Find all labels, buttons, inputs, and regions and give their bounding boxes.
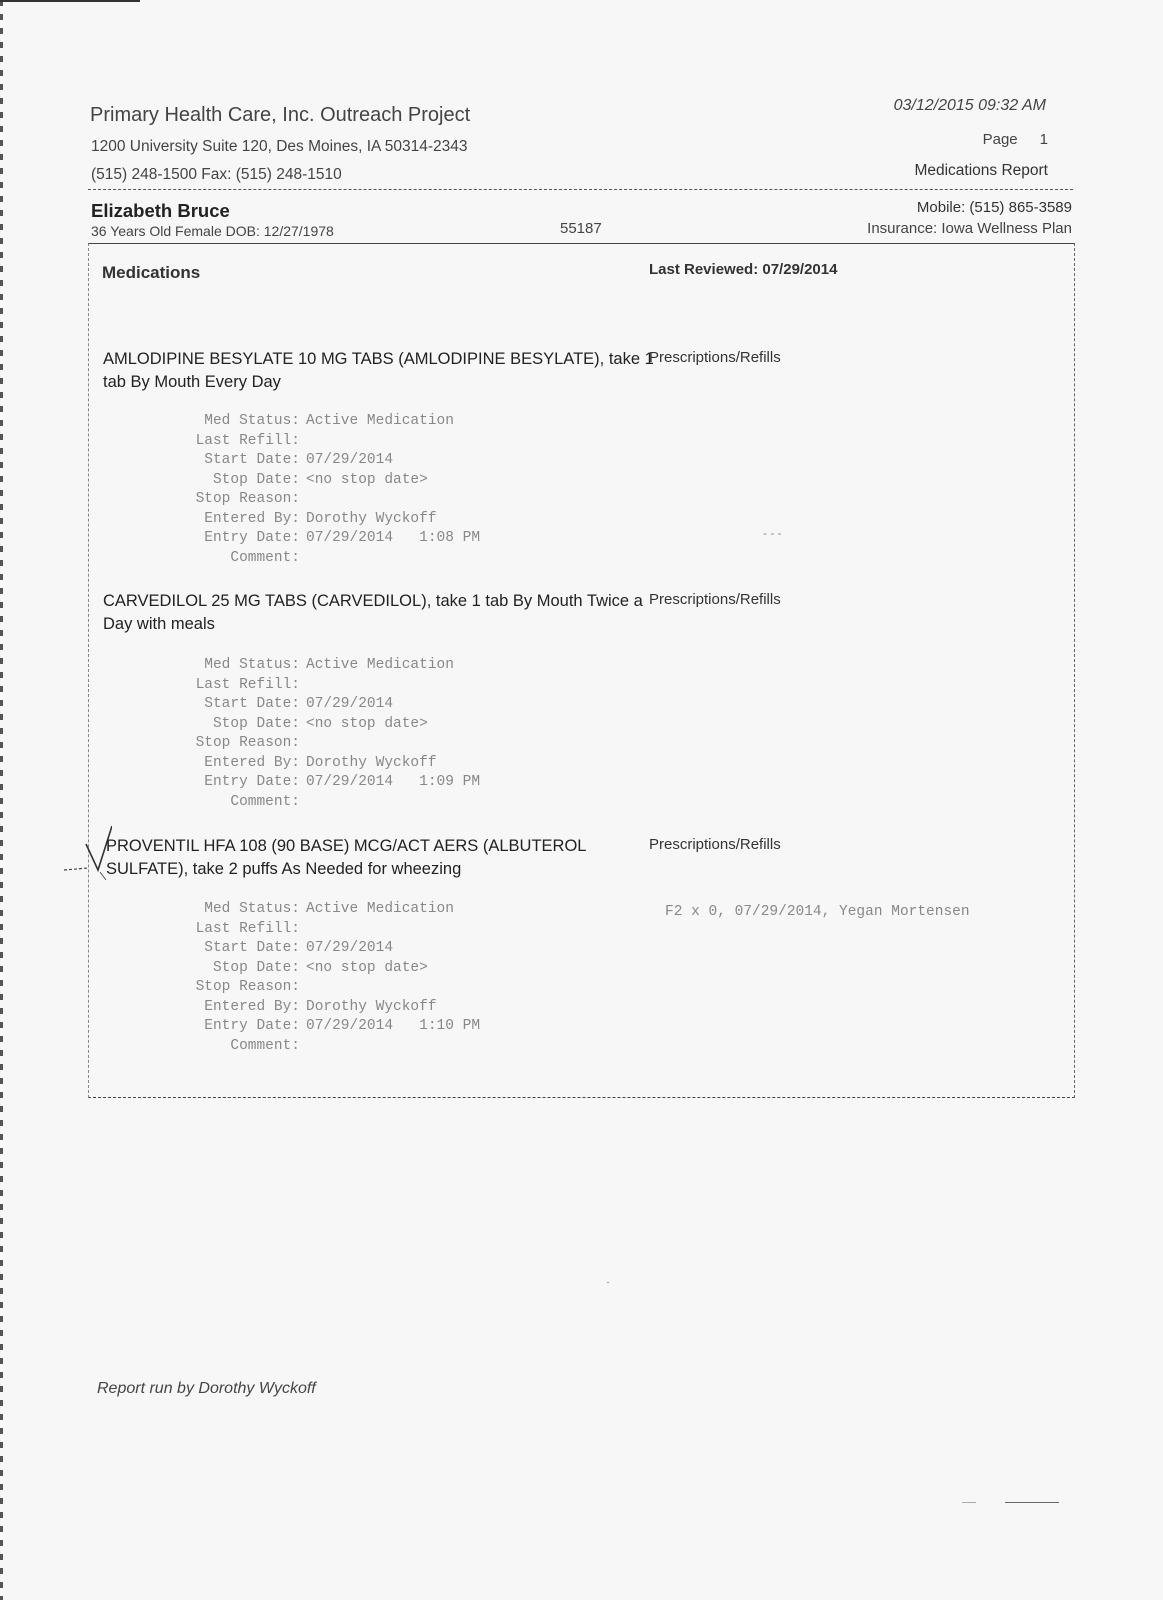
header-divider xyxy=(88,189,1073,190)
detail-row xyxy=(120,793,480,813)
report-run-by: Report run by Dorothy Wyckoff xyxy=(97,1380,316,1397)
detail-row xyxy=(120,529,480,549)
handwritten-check-mark xyxy=(60,826,112,890)
detail-label: Entered By: xyxy=(204,998,300,1015)
detail-value: <no stop date> xyxy=(306,715,428,732)
detail-label: Entered By: xyxy=(204,510,300,527)
patient-id: 55187 xyxy=(560,220,602,237)
rx-header-1: Prescriptions/Refills xyxy=(649,349,781,366)
detail-row xyxy=(120,510,480,530)
report-timestamp: 03/12/2015 09:32 AM xyxy=(893,97,1046,114)
detail-row xyxy=(120,920,480,940)
detail-value: Dorothy Wyckoff xyxy=(306,510,437,527)
detail-row xyxy=(120,754,480,774)
detail-row xyxy=(120,471,480,491)
detail-row xyxy=(120,451,480,471)
detail-row xyxy=(120,900,480,920)
detail-label: Entry Date: xyxy=(204,530,300,546)
detail-label: Med Status: xyxy=(204,657,300,673)
detail-value: Active Medication xyxy=(306,901,454,917)
detail-row xyxy=(120,490,480,510)
rx-header-2: Prescriptions/Refills xyxy=(649,591,781,608)
detail-value: Active Medication xyxy=(306,657,454,673)
detail-row xyxy=(120,412,480,432)
detail-row xyxy=(120,676,480,696)
med-title-2: CARVEDILOL 25 MG TABS (CARVEDILOL), take 1 tab By Mouth Twice a Day with meals xyxy=(103,592,643,633)
scan-mark: - - - xyxy=(763,526,782,540)
detail-label: Stop Date: xyxy=(212,959,300,976)
section-title: Medications xyxy=(102,263,201,282)
detail-value: Dorothy Wyckoff xyxy=(306,998,437,1015)
report-title: Medications Report xyxy=(914,162,1048,179)
detail-label: Last Refill: xyxy=(195,432,300,449)
detail-value: 07/29/2014 xyxy=(306,696,394,712)
detail-label: Last Refill: xyxy=(195,920,300,937)
detail-row xyxy=(120,432,480,452)
detail-value: 07/29/2014 xyxy=(306,452,394,468)
detail-row xyxy=(120,715,480,735)
med-title-3: PROVENTIL HFA 108 (90 BASE) MCG/ACT AERS (ALBUTEROL SULFATE), take 2 puffs As Needed for wheezing xyxy=(106,837,586,878)
med-details-3 xyxy=(120,900,480,1056)
org-name: Primary Health Care, Inc. Outreach Project xyxy=(90,104,471,126)
rx-refill-info: F2 x 0, 07/29/2014, Yegan Mortensen xyxy=(665,904,970,920)
scan-speck xyxy=(607,1282,609,1283)
detail-label: Stop Reason: xyxy=(195,735,300,751)
patient-name: Elizabeth Bruce xyxy=(91,200,230,221)
detail-value: Dorothy Wyckoff xyxy=(306,754,437,771)
detail-value: 07/29/2014 1:09 PM xyxy=(306,774,481,790)
detail-label: Comment: xyxy=(230,793,300,810)
org-phone-fax: (515) 248-1500 Fax: (515) 248-1510 xyxy=(91,166,342,183)
detail-row xyxy=(120,998,480,1018)
detail-value: 07/29/2014 1:10 PM xyxy=(306,1018,481,1034)
detail-row xyxy=(120,959,480,979)
patient-demographics: 36 Years Old Female DOB: 12/27/1978 xyxy=(91,223,334,239)
detail-value: <no stop date> xyxy=(306,471,428,488)
rx-header-3: Prescriptions/Refills xyxy=(649,836,781,853)
detail-label: Comment: xyxy=(230,1037,300,1054)
detail-label: Start Date: xyxy=(204,452,300,468)
detail-value: Active Medication xyxy=(306,413,454,429)
page-indicator xyxy=(983,131,1048,148)
patient-mobile: Mobile: (515) 865-3589 xyxy=(916,199,1072,216)
detail-label: Start Date: xyxy=(204,940,300,956)
detail-row xyxy=(120,939,480,959)
patient-insurance: Insurance: Iowa Wellness Plan xyxy=(867,220,1072,237)
org-address: 1200 University Suite 120, Des Moines, IA 50314-2343 xyxy=(91,138,468,155)
detail-label: Comment: xyxy=(230,549,300,566)
detail-row xyxy=(120,656,480,676)
scan-top-mark xyxy=(0,0,140,2)
detail-label: Med Status: xyxy=(204,901,300,917)
detail-label: Entry Date: xyxy=(204,1018,300,1034)
detail-label: Stop Date: xyxy=(212,715,300,732)
detail-row xyxy=(120,773,480,793)
page-label: Page xyxy=(982,131,1018,148)
detail-label: Last Refill: xyxy=(195,676,300,693)
detail-label: Stop Reason: xyxy=(195,979,300,995)
detail-label: Stop Date: xyxy=(212,471,300,488)
detail-value: <no stop date> xyxy=(306,959,428,976)
detail-row xyxy=(120,1037,480,1057)
last-reviewed: Last Reviewed: 07/29/2014 xyxy=(649,261,838,278)
scan-speck xyxy=(962,1502,976,1503)
page-number: 1 xyxy=(1039,131,1048,148)
scan-speck xyxy=(1005,1502,1059,1503)
med-details-2 xyxy=(120,656,480,812)
detail-row xyxy=(120,734,480,754)
scan-edge-artifact xyxy=(0,0,3,1600)
med-title-1: AMLODIPINE BESYLATE 10 MG TABS (AMLODIPINE BESYLATE), take 1 tab By Mouth Every Day xyxy=(103,350,654,391)
detail-label: Start Date: xyxy=(204,696,300,712)
detail-row xyxy=(120,1017,480,1037)
detail-row xyxy=(120,978,480,998)
detail-label: Stop Reason: xyxy=(195,491,300,507)
med-details-1 xyxy=(120,412,480,568)
detail-value: 07/29/2014 1:08 PM xyxy=(306,530,481,546)
detail-value: 07/29/2014 xyxy=(306,940,394,956)
detail-label: Med Status: xyxy=(204,413,300,429)
detail-label: Entered By: xyxy=(204,754,300,771)
detail-row xyxy=(120,695,480,715)
detail-label: Entry Date: xyxy=(204,774,300,790)
detail-row xyxy=(120,549,480,569)
